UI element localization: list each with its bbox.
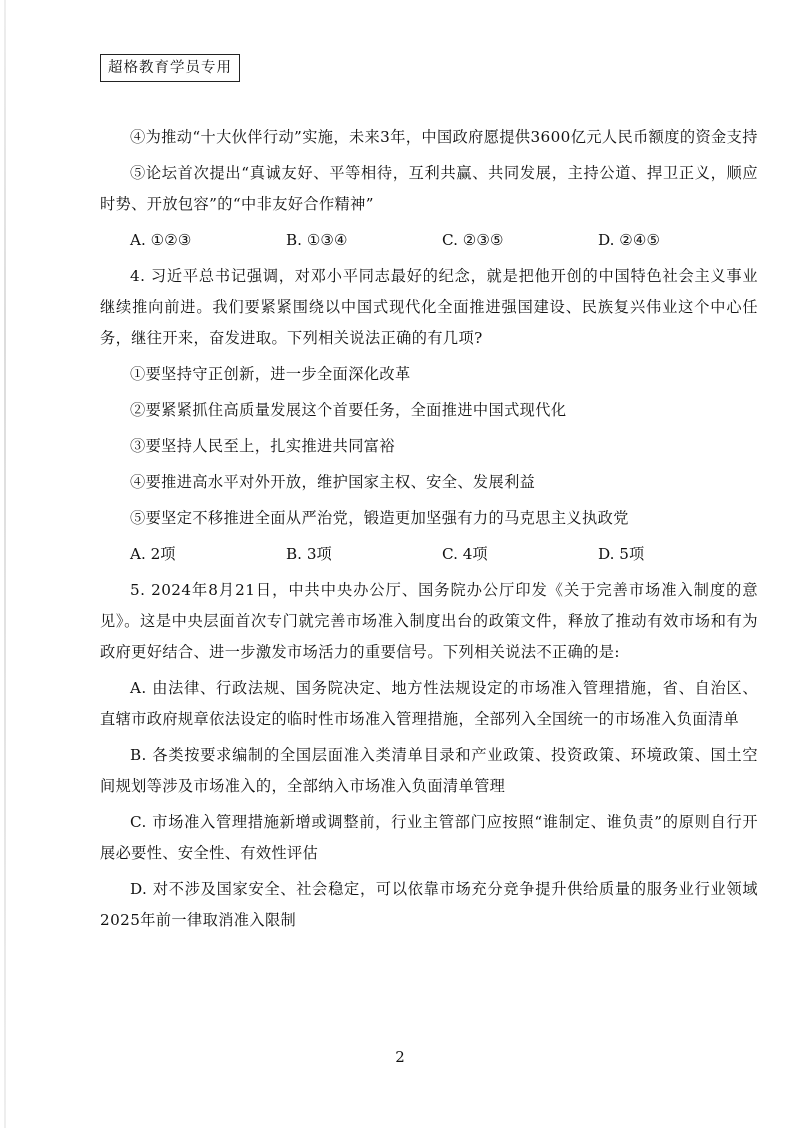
q4-item: ②要紧紧抓住高质量发展这个首要任务，全面推进中国式现代化 [130, 401, 567, 419]
q4-options [100, 539, 758, 570]
q5-stem: 5. 2024年8月21日，中共中央办公厅、国务院办公厅印发《关于完善市场准入制度的意见》。这是中央层面首次专门就完善市场准入制度出台的政策文件，释放了推动有效市场和有为政府更好结合、进一步激发市场活力的重要信号。下列相关说法不正确的是: [100, 581, 758, 661]
q3-item-5: ⑤论坛首次提出“真诚友好、平等相待，互利共赢、共同发展，主持公道、捍卫正义，顺应时势、开放包容”的“中非友好合作精神” [100, 164, 758, 213]
q4-option-c: C. 4项 [442, 545, 488, 563]
q5-option-a: A. 由法律、行政法规、国务院决定、地方性法规设定的市场准入管理措施，省、自治区、直辖市政府规章依法设定的临时性市场准入管理措施，全部列入全国统一的市场准入负面清单 [100, 679, 758, 728]
q4-option-a: A. 2项 [130, 545, 176, 563]
page-number: 2 [395, 1048, 405, 1066]
q3-item-4: ④为推动“十大伙伴行动”实施，未来3年，中国政府愿提供3600亿元人民币额度的资金支持 [130, 128, 758, 146]
q4-item: ④要推进高水平对外开放，维护国家主权、安全、发展利益 [130, 473, 536, 491]
q4-option-b: B. 3项 [286, 545, 332, 563]
q5-option-c: C. 市场准入管理措施新增或调整前，行业主管部门应按照“谁制定、谁负责”的原则自行开展必要性、安全性、有效性评估 [100, 813, 758, 862]
q4-item: ①要坚持守正创新，进一步全面深化改革 [130, 365, 411, 383]
q3-option-d: D. ②④⑤ [598, 231, 661, 249]
question-content [100, 122, 758, 941]
q5-option-d: D. 对不涉及国家安全、社会稳定，可以依靠市场充分竞争提升供给质量的服务业行业领域2025年前一律取消准入限制 [100, 880, 758, 929]
q4-item: ③要坚持人民至上，扎实推进共同富裕 [130, 437, 395, 455]
q3-option-b: B. ①③④ [286, 231, 348, 249]
q3-option-c: C. ②③⑤ [442, 231, 504, 249]
q4-option-d: D. 5项 [598, 545, 645, 563]
q4-item: ⑤要坚定不移推进全面从严治党，锻造更加坚强有力的马克思主义执政党 [130, 509, 629, 527]
scan-edge-shadow [4, 0, 6, 1128]
student-use-stamp: 超格教育学员专用 [100, 54, 240, 82]
q3-options [100, 225, 758, 256]
q5-option-b: B. 各类按要求编制的全国层面准入类清单目录和产业政策、投资政策、环境政策、国土空间规划等涉及市场准入的，全部纳入市场准入负面清单管理 [100, 746, 758, 795]
q4-stem: 4. 习近平总书记强调，对邓小平同志最好的纪念，就是把他开创的中国特色社会主义事业继续推向前进。我们要紧紧围绕以中国式现代化全面推进强国建设、民族复兴伟业这个中心任务，继往开来，奋发进取。下列相关说法正确的有几项? [100, 267, 758, 347]
q3-option-a: A. ①②③ [130, 231, 192, 249]
